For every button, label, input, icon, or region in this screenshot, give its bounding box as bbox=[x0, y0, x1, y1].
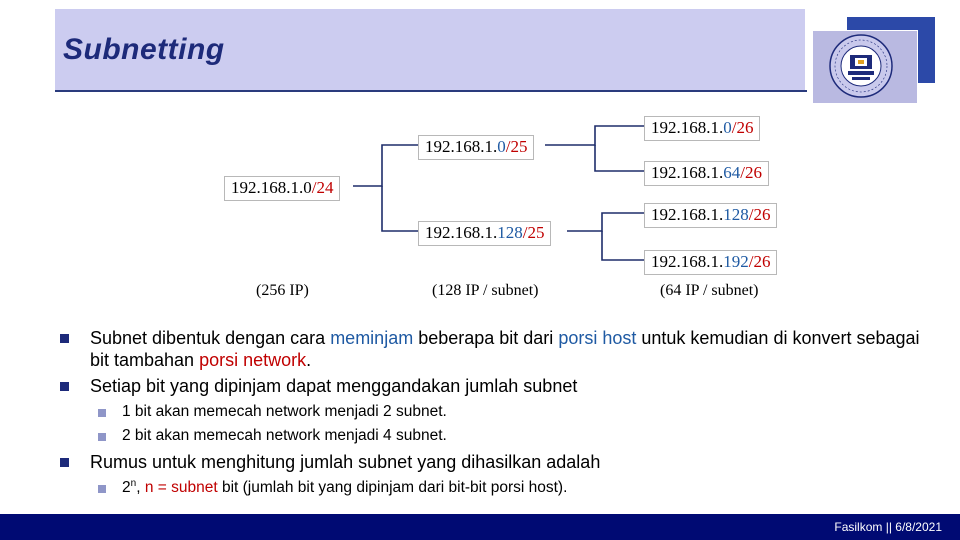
bullet-list bbox=[60, 327, 930, 501]
connector-root-to-25a bbox=[353, 145, 418, 186]
sub-bullet-2-bit: 2 bit akan memecah network menjadi 4 subnet. bbox=[60, 425, 930, 447]
node-subnet-26c: 192.168.1.128/26 bbox=[644, 203, 777, 228]
connector-25a-to-26b bbox=[595, 145, 646, 171]
node-subnet-25b: 192.168.1.128/25 bbox=[418, 221, 551, 246]
sub-bullet-square-icon bbox=[98, 409, 106, 417]
connector-25b-to-26c bbox=[567, 213, 646, 231]
connector-25b-to-26d bbox=[602, 231, 646, 260]
connector-root-to-25b bbox=[382, 186, 418, 231]
caption-root-ip-count: (256 IP) bbox=[256, 282, 309, 299]
bullet-borrowed-bit: Setiap bit yang dipinjam dapat menggandakan jumlah subnet bbox=[60, 375, 930, 397]
node-subnet-25a: 192.168.1.0/25 bbox=[418, 135, 534, 160]
bullet-square-icon bbox=[60, 382, 69, 391]
node-subnet-26a: 192.168.1.0/26 bbox=[644, 116, 760, 141]
slide-title: Subnetting bbox=[63, 33, 225, 66]
caption-level25-ip-count: (128 IP / subnet) bbox=[432, 282, 539, 299]
bullet-square-icon bbox=[60, 334, 69, 343]
connector-25a-to-26a bbox=[545, 126, 646, 145]
bullet-subnet-definition: Subnet dibentuk dengan cara meminjam beberapa bit dari porsi host untuk kemudian di konvert sebagai bit tambahan porsi network. bbox=[60, 327, 930, 371]
bullet-formula-intro: Rumus untuk menghitung jumlah subnet yang dihasilkan adalah bbox=[60, 451, 930, 473]
node-root-24: 192.168.1.0/24 bbox=[224, 176, 340, 201]
sub-bullet-square-icon bbox=[98, 485, 106, 493]
sub-bullet-1-bit: 1 bit akan memecah network menjadi 2 subnet. bbox=[60, 401, 930, 423]
caption-level26-ip-count: (64 IP / subnet) bbox=[660, 282, 759, 299]
sub-bullet-formula: 2$^n$, n = subnet bit (jumlah bit yang dipinjam dari bit-bit porsi host). bbox=[60, 477, 930, 499]
node-subnet-26b: 192.168.1.64/26 bbox=[644, 161, 769, 186]
footer-bar bbox=[0, 514, 960, 540]
sub-bullet-square-icon bbox=[98, 433, 106, 441]
node-subnet-26d: 192.168.1.192/26 bbox=[644, 250, 777, 275]
footer-text: Fasilkom || 6/8/2021 bbox=[834, 520, 942, 534]
bullet-square-icon bbox=[60, 458, 69, 467]
